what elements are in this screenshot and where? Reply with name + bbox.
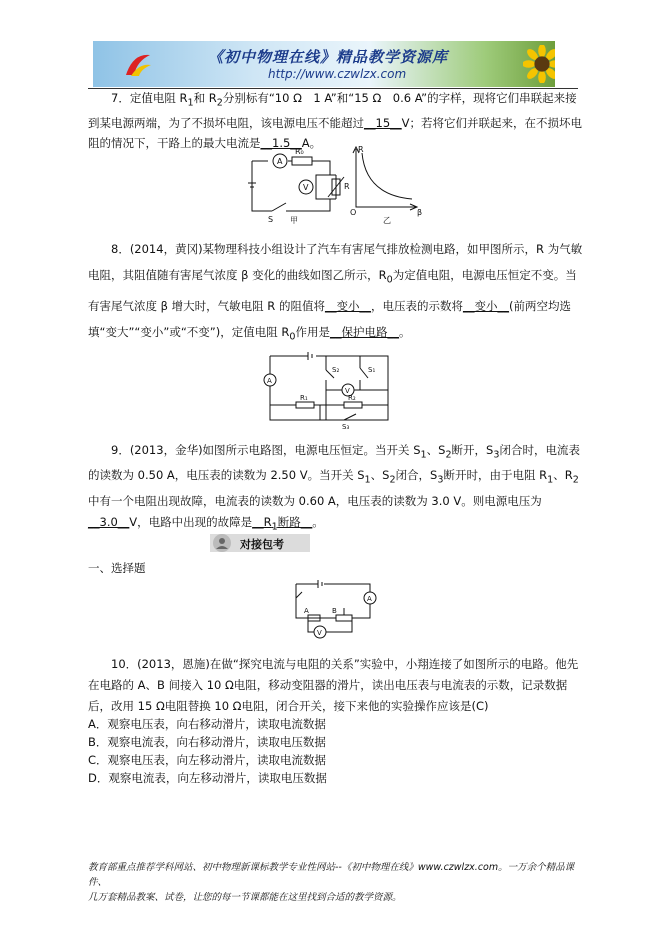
fig1-label: R xyxy=(358,145,364,154)
answer-blank: __15__ xyxy=(364,116,402,131)
fig1-label: R xyxy=(344,182,350,191)
fig3-label: B xyxy=(332,607,337,615)
fig3-label: A xyxy=(304,607,309,615)
answer-blank: __3.0__ xyxy=(88,514,130,529)
footer-line: 教育部重点推荐学科网站、初中物理新课标教学专业性网站--《初中物理在线》www.czwlzx.com。一万余个精品课件、 xyxy=(88,862,575,888)
fig1-label: 乙 xyxy=(383,216,391,225)
section-badge-label: 对接包考 xyxy=(240,538,284,551)
figure-experiment-circuit xyxy=(288,578,388,640)
fig3-label: A xyxy=(367,595,372,603)
option-d: D．观察电流表，向左移动滑片，读取电压数据 xyxy=(88,771,327,785)
fig2-label: A xyxy=(267,377,272,385)
answer-blank: __变小__ xyxy=(324,299,371,314)
header-title: 《初中物理在线》精品教学资源库 xyxy=(208,48,449,66)
fig2-label: S₁ xyxy=(368,366,376,374)
answer-blank: $\_\_R_1$断路__ xyxy=(252,514,313,532)
fig3-label: V xyxy=(317,629,322,637)
figure-circuit-and-graph xyxy=(240,143,430,225)
section-badge xyxy=(210,532,310,554)
fig1-label: 甲 xyxy=(290,216,298,225)
question-10: 10．(2013，恩施)在做“探究电流与电阻的关系”实验中，小翔连接了如图所示的电路。他先在电路的 A、B 间接入 10 Ω电阻，移动变阻器的滑片，读出电压表与电流表的示数，记录数据后，改用 15 Ω电阻替换 10 Ω电阻，闭合开关，接下来他的实验操作应该是(C) xyxy=(88,657,579,713)
person-icon xyxy=(219,538,225,544)
header-url[interactable]: http://www.czwlzx.com xyxy=(268,67,407,81)
option-a: A．观察电压表，向右移动滑片，读取电流数据 xyxy=(88,717,326,731)
footer xyxy=(88,860,588,905)
header-banner xyxy=(93,41,555,87)
fig2-label: R₁ xyxy=(300,394,308,402)
footer-line: 几万套精品教案、试卷，让您的每一节课都能在这里找到合适的教学资源。 xyxy=(88,892,402,903)
fig2-label: S₂ xyxy=(332,366,340,374)
fig1-label: R₀ xyxy=(295,147,304,156)
logo-icon xyxy=(123,49,153,79)
fig2-label: V xyxy=(345,387,350,395)
fig2-label: S₃ xyxy=(342,423,350,430)
fig2-label: R₂ xyxy=(348,394,356,402)
option-c: C．观察电压表，向左移动滑片，读取电流数据 xyxy=(88,753,327,767)
figure-circuit-s1-s2-s3 xyxy=(260,350,400,430)
sunflower-icon xyxy=(523,45,555,83)
question-9: 9．(2013，金华)如图所示电路图，电源电压恒定。当开关 $S_1$、$S_2$断开，$S_3$闭合时，电流表的读数为 0.50 A，电压表的读数为 2.50 V。当开关 $S_1$、$S_2$闭合，$S_3$断开时，由于电阻 $R_1$、$R_2$中有一个电阻出现故障，电流表的读数为 0.60 A，电压表的读数为 3.0 V。则电源电压为__3.0__V，电路中出现的故障是$\_\_R_1$断路__。 xyxy=(88,443,580,532)
question-8: 8．(2014，黄冈)某物理科技小组设计了汽车有害尾气排放检测电路，如甲图所示，R 为气敏电阻，其阻值随有害尾气浓度 β 变化的曲线如图乙所示，$R_0$为定值电阻，电源电压恒定不变。当有害尾气浓度 β 增大时，气敏电阻 R 的阻值将__变小__，电压表的示数将__变小__(前两空均选填“变大”“变小”或“不变”)，定值电阻 $R_0$作用是__保护电路__。 xyxy=(88,242,583,343)
fig1-label: A xyxy=(277,157,283,166)
question-7: 7．定值电阻 $R_1$和 $R_2$分别标有“10 Ω 1 A”和“15 Ω 0.6 A”的字样，现将它们串联起来接到某电源两端，为了不损坏电阻，该电源电压不能超过__15__V；若将它们并联起来，在不损坏电阻的情况下，干路上的最大电流是__1.5__A。 xyxy=(88,91,583,151)
answer-blank: __1.5__ xyxy=(260,136,302,151)
fig1-label: S xyxy=(268,215,274,224)
answer-blank: __变小__ xyxy=(462,299,509,314)
fig1-label: V xyxy=(303,183,309,192)
fig1-label: β xyxy=(417,208,423,217)
answer-blank: __保护电路__ xyxy=(330,325,399,340)
option-b: B．观察电流表，向右移动滑片，读取电压数据 xyxy=(88,735,326,749)
fig1-label: O xyxy=(350,208,357,217)
section-heading: 一、选择题 xyxy=(88,561,146,575)
